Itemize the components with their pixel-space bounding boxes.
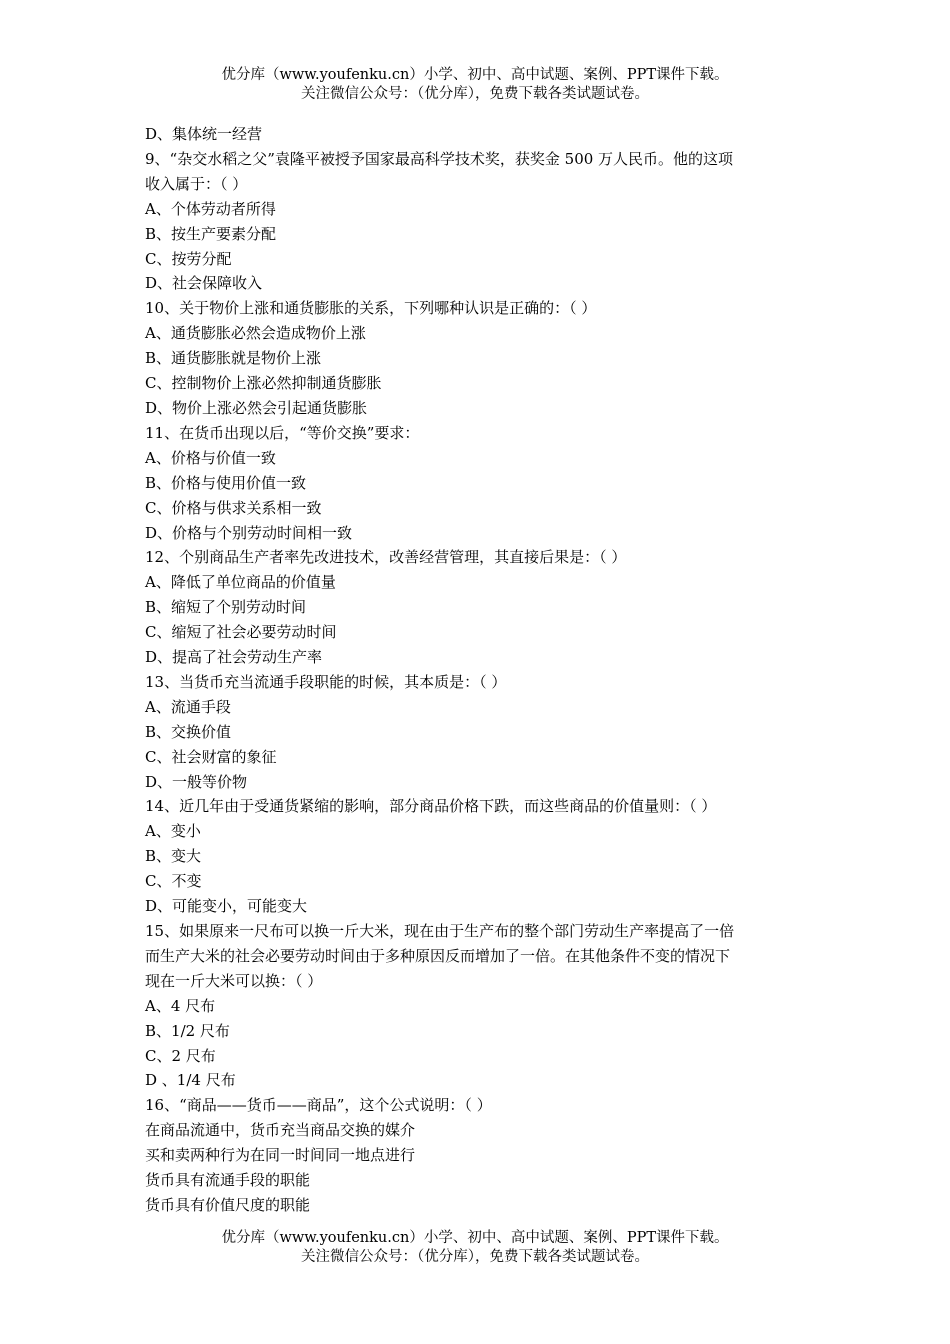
text-line: 15、如果原来一尺布可以换一斤大米，现在由于生产布的整个部门劳动生产率提高了一倍 xyxy=(145,922,735,940)
text-line: D、社会保障收入 xyxy=(145,274,263,293)
text-line: B、按生产要素分配 xyxy=(145,224,277,243)
text-line: D、可能变小，可能变大 xyxy=(145,897,308,916)
text-line: 货币具有流通手段的职能 xyxy=(145,1171,311,1190)
text-line: 10、关于物价上涨和通货膨胀的关系，下列哪种认识是正确的：（ ） xyxy=(145,299,597,318)
text-line: 13、当货币充当流通手段职能的时候，其本质是：（ ） xyxy=(145,672,507,691)
text-line: 在商品流通中，货币充当商品交换的媒介 xyxy=(145,1121,416,1140)
header-line-1: 优分库（www.youfenku.cn）小学、初中、高中试题、案例、PPT课件下载。 xyxy=(221,67,729,83)
text-line: 货币具有价值尺度的职能 xyxy=(145,1195,311,1214)
document-body xyxy=(145,122,810,1218)
text-line: B、缩短了个别劳动时间 xyxy=(145,598,307,617)
text-line: D、一般等价物 xyxy=(145,772,248,791)
text-line: 11、在货币出现以后，“等价交换”要求： xyxy=(145,423,420,442)
text-line: 而生产大米的社会必要劳动时间由于多种原因反而增加了一倍。在其他条件不变的情况下 xyxy=(145,946,731,965)
text-line: 9、“杂交水稻之父”袁隆平被授予国家最高科学技术奖，获奖金 500 万人民币。他的这项 xyxy=(145,149,734,168)
text-line: A、流通手段 xyxy=(145,697,231,716)
page-header xyxy=(0,66,950,104)
text-line: A、个体劳动者所得 xyxy=(145,199,276,218)
text-line: D、提高了社会劳动生产率 xyxy=(145,648,323,667)
text-line: A、通货膨胀必然会造成物价上涨 xyxy=(145,324,366,343)
text-line: B、交换价值 xyxy=(145,722,232,741)
footer-line-2: 关注微信公众号：（优分库），免费下载各类试题试卷。 xyxy=(301,1249,649,1265)
text-line: B、价格与使用价值一致 xyxy=(145,473,307,492)
text-line: C、社会财富的象征 xyxy=(145,747,277,766)
text-line: A、降低了单位商品的价值量 xyxy=(145,573,336,592)
text-line: C、控制物价上涨必然抑制通货膨胀 xyxy=(145,374,382,393)
text-line: D、物价上涨必然会引起通货膨胀 xyxy=(145,398,368,417)
text-line: A、4 尺布 xyxy=(145,996,216,1015)
footer-line-1: 优分库（www.youfenku.cn）小学、初中、高中试题、案例、PPT课件下载。 xyxy=(221,1230,729,1246)
text-line: A、变小 xyxy=(145,822,201,841)
page-footer xyxy=(0,1229,950,1267)
text-line: 现在一斤大米可以换：（ ） xyxy=(145,971,323,990)
text-line: C、不变 xyxy=(145,872,202,891)
text-line: B、变大 xyxy=(145,847,202,866)
text-line: 12、个别商品生产者率先改进技术，改善经营管理，其直接后果是：（ ） xyxy=(145,548,627,567)
text-line: B、通货膨胀就是物价上涨 xyxy=(145,349,322,368)
text-line: B、1/2 尺布 xyxy=(145,1021,230,1040)
header-line-2: 关注微信公众号：（优分库），免费下载各类试题试卷。 xyxy=(301,86,649,102)
text-line: D、集体统一经营 xyxy=(145,125,263,143)
text-line: 16、“商品——货币——商品”，这个公式说明：（ ） xyxy=(145,1096,492,1115)
text-line: D 、1/4 尺布 xyxy=(145,1071,236,1090)
text-line: 14、近几年由于受通货紧缩的影响，部分商品价格下跌，而这些商品的价值量则：（ ） xyxy=(145,797,717,816)
text-line: C、缩短了社会必要劳动时间 xyxy=(145,623,337,642)
text-line: 收入属于：（ ） xyxy=(145,174,248,193)
text-line: C、2 尺布 xyxy=(145,1046,216,1065)
text-line: C、按劳分配 xyxy=(145,249,232,268)
text-line: D、价格与个别劳动时间相一致 xyxy=(145,523,353,542)
text-line: 买和卖两种行为在同一时间同一地点进行 xyxy=(145,1146,416,1165)
text-line: A、价格与价值一致 xyxy=(145,448,276,467)
text-line: C、价格与供求关系相一致 xyxy=(145,498,322,517)
